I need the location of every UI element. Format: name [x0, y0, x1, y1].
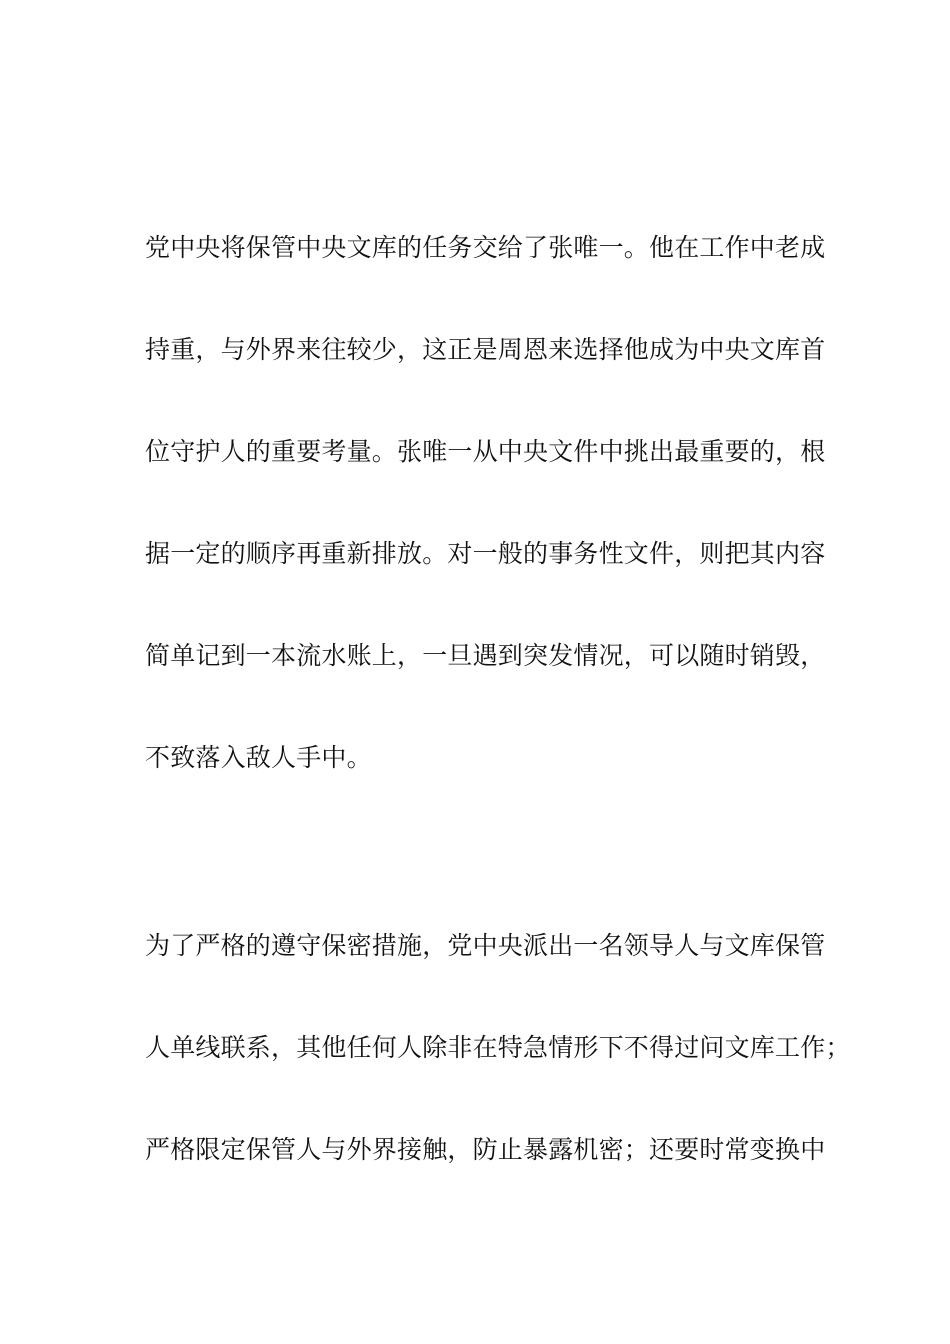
text-line: 为了严格的遵守保密措施，党中央派出一名领导人与文库保管 — [145, 931, 826, 960]
text-line: 人单线联系，其他任何人除非在特急情形下不得过问文库工作； — [145, 1033, 851, 1062]
text-line: 据一定的顺序再重新排放。对一般的事务性文件，则把其内容 — [145, 539, 826, 568]
text-line: 简单记到一本流水账上，一旦遇到突发情况，可以随时销毁， — [145, 641, 826, 670]
paragraph-2 — [145, 931, 851, 1165]
text-line: 位守护人的重要考量。张唯一从中央文件中挑出最重要的，根 — [145, 437, 826, 466]
paragraph-1 — [145, 233, 845, 773]
text-line: 持重，与外界来往较少，这正是周恩来选择他成为中央文库首 — [145, 335, 826, 364]
text-line: 党中央将保管中央文库的任务交给了张唯一。他在工作中老成 — [145, 233, 826, 262]
text-line: 不致落入敌人手中。 — [145, 743, 372, 772]
text-line: 严格限定保管人与外界接触，防止暴露机密；还要时常变换中 — [145, 1135, 826, 1164]
